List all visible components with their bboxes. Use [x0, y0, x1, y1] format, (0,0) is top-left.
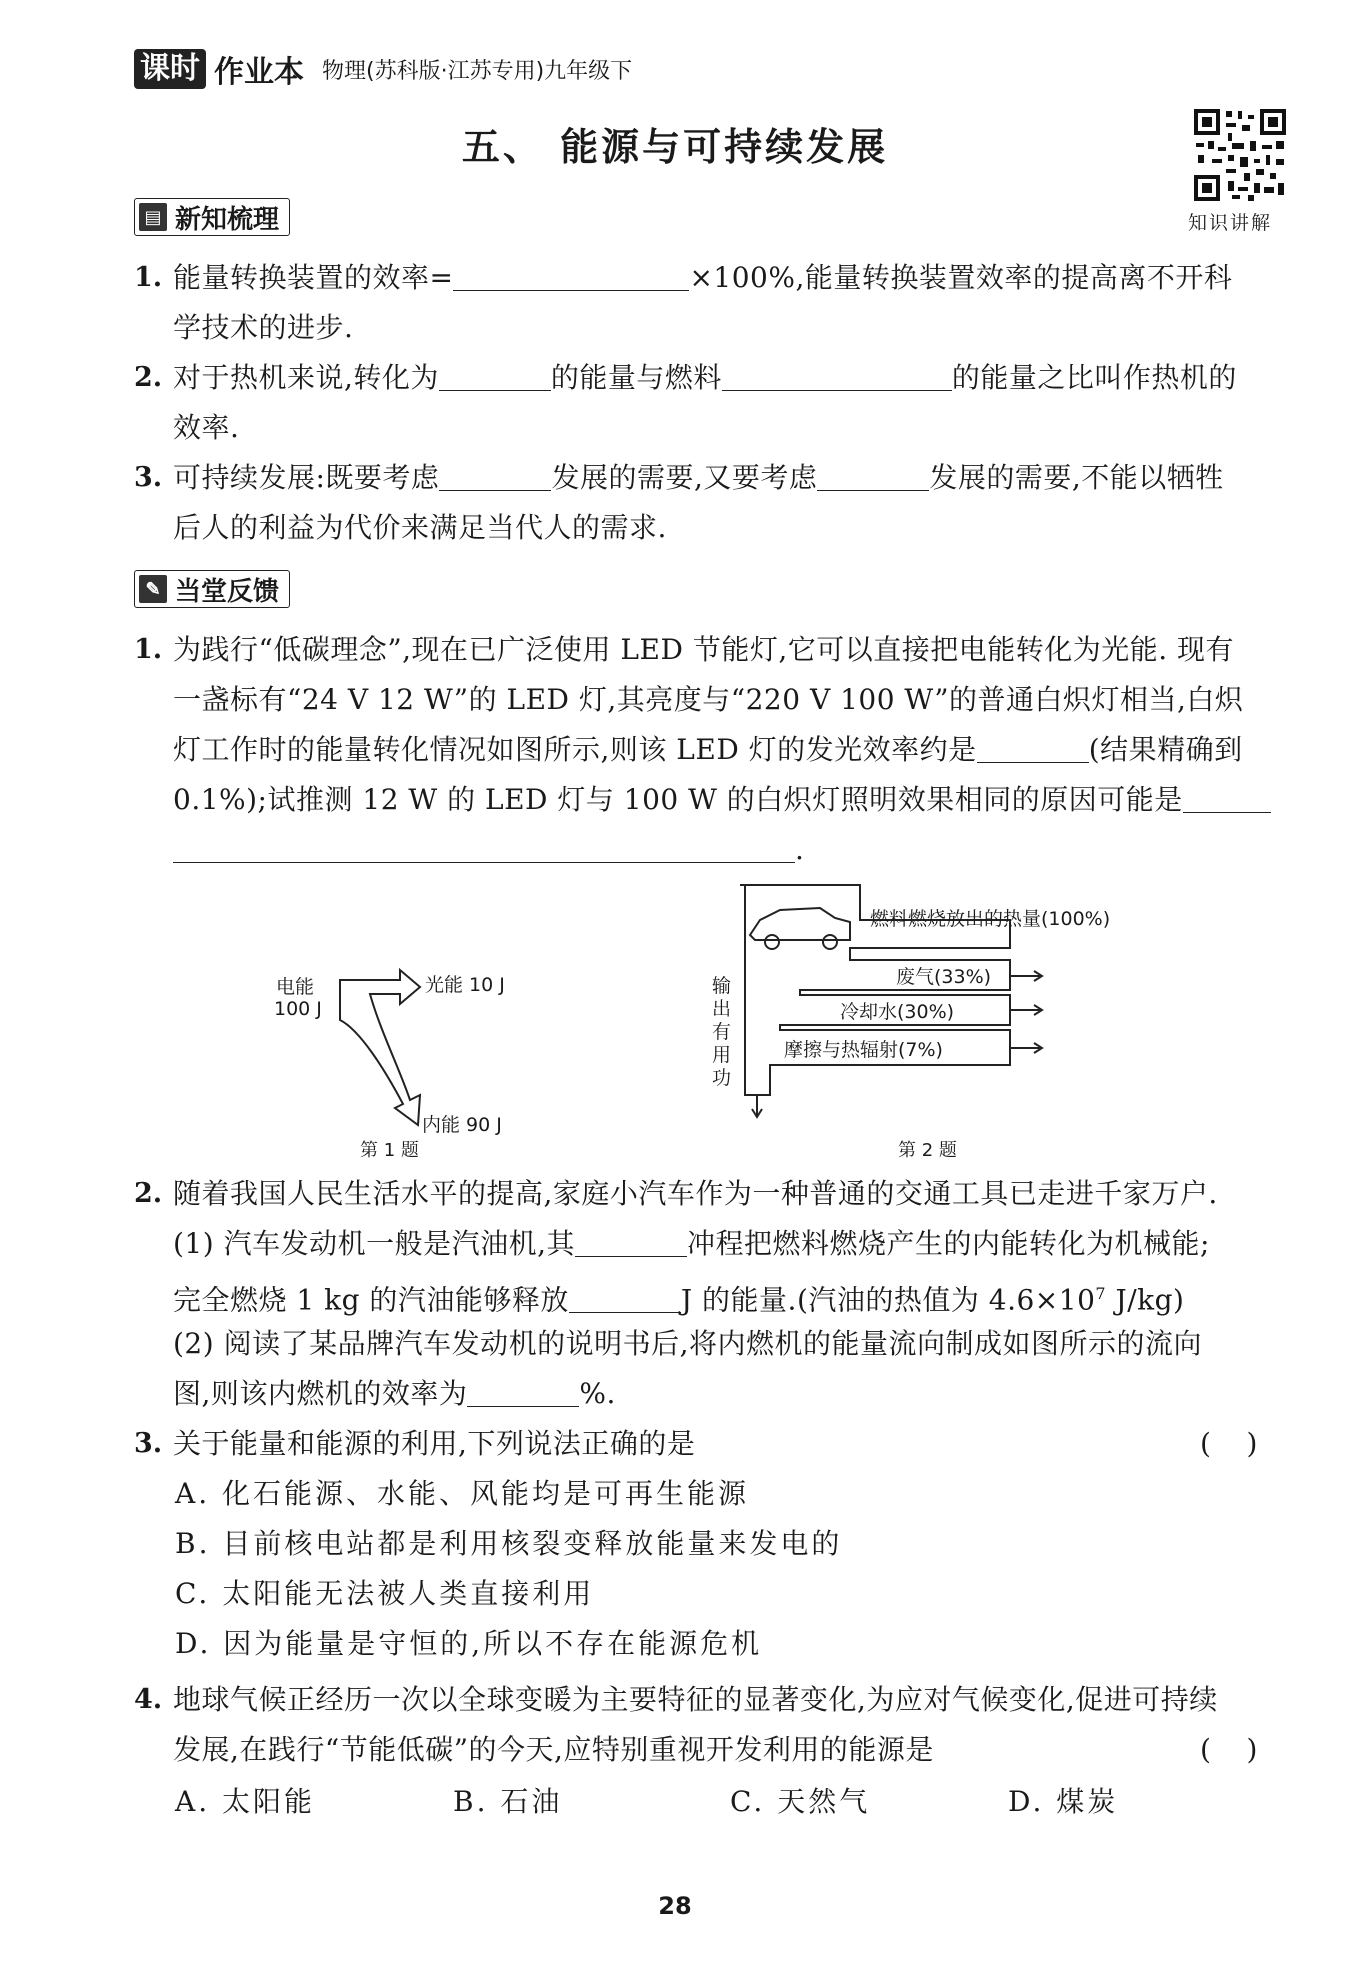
text-line: 随着我国人民生活水平的提高,家庭小汽车作为一种普通的交通工具已走进千家万户. — [173, 1177, 1218, 1210]
pencil-icon: ✎ — [139, 575, 167, 603]
option-b[interactable]: B. 目前核电站都是利用核裂变释放能量来发电的 — [175, 1527, 843, 1560]
text-line — [173, 730, 1243, 770]
question-number: 2. — [134, 1178, 163, 1209]
text-segment: 冲程把燃料燃烧产生的内能转化为机械能; — [686, 1227, 1210, 1260]
option-a[interactable]: A. 太阳能 — [175, 1785, 316, 1818]
question-number: 1. — [134, 262, 163, 293]
answer-blank[interactable] — [817, 460, 929, 491]
text-segment: 发展的需要,不能以牺牲 — [929, 461, 1224, 494]
brand-logo: 课时 — [134, 49, 206, 89]
friction-label: 摩擦与热辐射(7%) — [784, 1039, 943, 1061]
option-c[interactable]: C. 天然气 — [730, 1785, 871, 1818]
text-line — [173, 780, 1271, 820]
answer-blank[interactable] — [173, 832, 795, 863]
page-number: 28 — [658, 1892, 692, 1920]
page-title: 五、 能源与可持续发展 — [461, 125, 889, 169]
text-line — [173, 1274, 1184, 1320]
text-line: 地球气候正经历一次以全球变暖为主要特征的显著变化,为应对气候变化,促进可持续 — [173, 1683, 1218, 1716]
text-line: 效率. — [173, 411, 240, 444]
figure-2 — [700, 880, 1160, 1170]
text-segment: . — [795, 833, 805, 866]
text-line: 为践行“低碳理念”,现在已广泛使用 LED 节能灯,它可以直接把电能转化为光能. 现有 — [173, 633, 1235, 666]
option-d[interactable]: D. 因为能量是守恒的,所以不存在能源危机 — [175, 1627, 763, 1660]
figure-caption: 第 1 题 — [360, 1140, 419, 1161]
text-segment: 可持续发展:既要考虑 — [173, 461, 440, 494]
section-label: 当堂反馈 — [175, 576, 280, 607]
input-value: 100 J — [274, 998, 322, 1020]
text-segment: ×100%,能量转换装置效率的提高离不开科 — [689, 261, 1233, 294]
answer-bracket[interactable]: ( ) — [1200, 1733, 1258, 1766]
section-class-feedback — [134, 570, 290, 608]
answer-blank[interactable] — [1183, 782, 1271, 813]
option-b[interactable]: B. 石油 — [453, 1785, 563, 1818]
answer-bracket[interactable]: ( ) — [1200, 1427, 1258, 1460]
question-number: 3. — [134, 1428, 163, 1459]
text-line — [173, 358, 1237, 398]
text-line: 后人的利益为代价来满足当代人的需求. — [173, 511, 667, 544]
text-line — [173, 1224, 1210, 1264]
figure-1 — [270, 950, 550, 1170]
text-segment: %. — [579, 1377, 616, 1410]
text-segment: 灯工作时的能量转化情况如图所示,则该 LED 灯的发光效率约是 — [173, 733, 977, 766]
section-new-knowledge — [134, 198, 290, 236]
answer-blank[interactable] — [453, 260, 689, 291]
exhaust-label: 废气(33%) — [896, 966, 992, 988]
option-a[interactable]: A. 化石能源、水能、风能均是可再生能源 — [175, 1477, 750, 1510]
text-segment: J/kg) — [1106, 1283, 1185, 1317]
answer-blank[interactable] — [977, 732, 1089, 763]
book-icon: ▤ — [139, 203, 167, 231]
text-segment: 图,则该内燃机的效率为 — [173, 1377, 468, 1410]
answer-blank[interactable] — [439, 360, 551, 391]
text-segment: 的能量与燃料 — [550, 361, 722, 394]
useful-work-label: 输出有用功 — [712, 975, 732, 1089]
light-output-label: 光能 10 J — [425, 974, 505, 996]
text-segment: 对于热机来说,转化为 — [173, 361, 439, 394]
question-number: 3. — [134, 462, 163, 493]
text-line: 关于能量和能源的利用,下列说法正确的是 — [173, 1427, 696, 1460]
text-line: (2) 阅读了某品牌汽车发动机的说明书后,将内燃机的能量流向制成如图所示的流向 — [173, 1327, 1202, 1360]
text-segment: J 的能量.(汽油的热值为 4.6×10 — [680, 1283, 1096, 1317]
text-segment: 发展的需要,又要考虑 — [551, 461, 818, 494]
text-segment: (1) 汽车发动机一般是汽油机,其 — [173, 1227, 575, 1260]
option-c[interactable]: C. 太阳能无法被人类直接利用 — [175, 1577, 595, 1610]
text-line: 一盏标有“24 V 12 W”的 LED 灯,其亮度与“220 V 100 W”的普通白炽灯相当,白炽 — [173, 683, 1244, 716]
text-segment: 完全燃烧 1 kg 的汽油能够释放 — [173, 1283, 569, 1317]
qr-label: 知识讲解 — [1188, 212, 1273, 234]
answer-blank[interactable] — [722, 360, 952, 391]
answer-blank[interactable] — [575, 1226, 687, 1257]
text-line — [173, 258, 1232, 298]
answer-blank[interactable] — [439, 460, 551, 491]
question-number: 1. — [134, 634, 163, 665]
text-segment: (结果精确到 — [1088, 733, 1243, 766]
text-segment: 能量转换装置的效率= — [173, 261, 454, 294]
fuel-heat-label: 燃料燃烧放出的热量(100%) — [870, 908, 1111, 930]
option-d[interactable]: D. 煤炭 — [1008, 1785, 1119, 1818]
input-label: 电能 — [276, 976, 315, 998]
text-segment: 0.1%);试推测 12 W 的 LED 灯与 100 W 的白炽灯照明效果相同的原因可能是 — [173, 783, 1183, 816]
figure-caption: 第 2 题 — [898, 1140, 957, 1161]
cooling-label: 冷却水(30%) — [840, 1001, 955, 1023]
text-segment: 的能量之比叫作热机的 — [951, 361, 1237, 394]
exponent: 7 — [1095, 1284, 1107, 1303]
text-line: 发展,在践行“节能低碳”的今天,应特别重视开发利用的能源是 — [173, 1733, 934, 1766]
question-number: 2. — [134, 362, 163, 393]
heat-output-label: 内能 90 J — [422, 1114, 502, 1136]
header — [134, 48, 632, 90]
brand-name: 作业本 — [214, 55, 304, 90]
text-line — [173, 830, 804, 870]
answer-blank[interactable] — [569, 1282, 681, 1313]
subject-label: 物理(苏科版·江苏专用)九年级下 — [322, 58, 633, 84]
text-line — [173, 1374, 616, 1414]
text-line: 学技术的进步. — [173, 311, 354, 344]
question-number: 4. — [134, 1684, 163, 1715]
section-label: 新知梳理 — [175, 204, 280, 235]
answer-blank[interactable] — [467, 1376, 579, 1407]
text-line — [173, 458, 1224, 498]
